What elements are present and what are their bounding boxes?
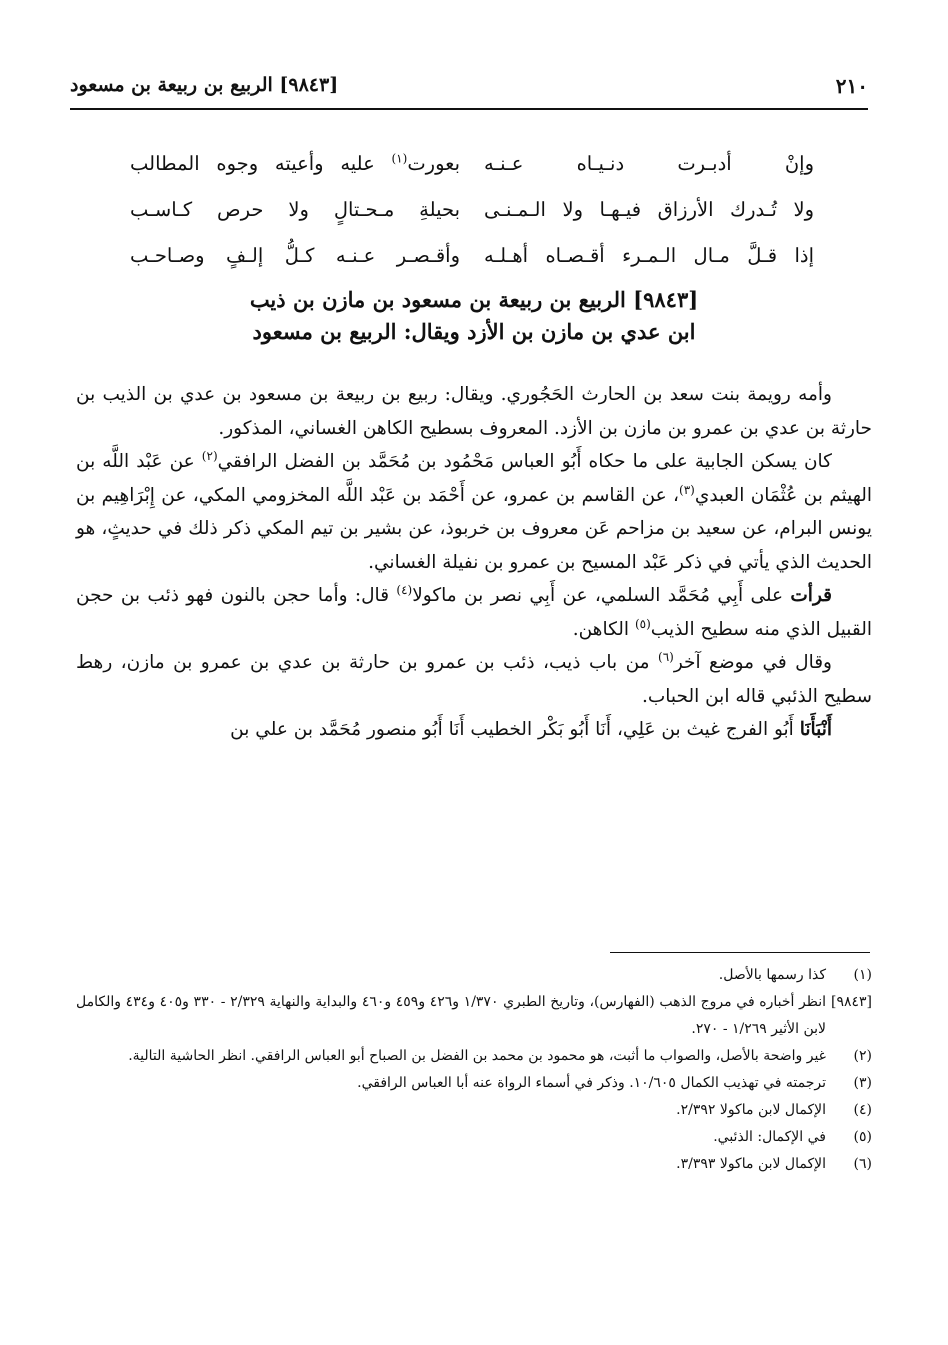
footnote-number: (٢) xyxy=(853,1048,872,1064)
footnote-text: في الإكمال: الذئبي. xyxy=(713,1129,826,1145)
footnote-number: [٩٨٤٣] xyxy=(830,994,872,1010)
footnotes xyxy=(76,962,872,1178)
verse-first-hemistich: إذا قـلَّ مـال الـمـرء أقـصـاه أهـلـه xyxy=(484,243,814,267)
paragraph: كان يسكن الجابية على ما حكاه أَبُو العباس مَحْمُود بن مُحَمَّد بن الفضل الرافقي$^{(٢)}$ عن عَبْد اللَّه بن الهيثم بن عُثْمَان العبدي$^{(٣)}$، عن القاسم بن عمرو، عن أَحْمَد بن عَبْد اللَّه المخزومي المكي، عن إِبْرَاهِيم بن يونس البرام، عن سعيد بن مزاحم عَن معروف بن خربوذ، عن بشير بن تيم المكي ذكر ذلك في حديثٍ، هو الحديث الذي يأتي في ذكر عَبْد المسيح بن عمرو بن نفيلة الغساني. xyxy=(76,448,872,573)
verse-first-hemistich: وإنْ أدبـرت دنـيـاه عـنـه xyxy=(484,151,814,175)
poem xyxy=(118,140,826,278)
paragraph: وقال في موضع آخر$^{(٦)}$ من باب ذيب، ذئب بن عمرو بن حارثة بن عدي بن عمرو بن مازن، رهط سطيح الذئبي قاله ابن الحباب. xyxy=(76,649,872,707)
paragraph: وأمه رويمة بنت سعد بن الحارث الحَجُوري. ويقال: ربيع بن ربيعة بن مسعود بن عدي بن الذيب بن حارثة بن عدي بن عمرو بن مازن بن الأزد. المعروف بسطيح الكاهن الغساني، المذكور. xyxy=(76,384,872,439)
footnote-number: (٤) xyxy=(853,1102,872,1118)
footnote-text: ترجمته في تهذيب الكمال ١٠/٦٠٥. وذكر في أسماء الرواة عنه أبا العباس الرافقي. xyxy=(357,1075,826,1091)
footnote-number: (٦) xyxy=(853,1156,872,1172)
page-number: ٢١٠ xyxy=(835,74,868,98)
verse-line xyxy=(118,232,826,278)
verse-line xyxy=(118,186,826,232)
header-rule xyxy=(70,108,868,110)
footnote-text: انظر أخباره في مروج الذهب (الفهارس)، وتاريخ الطبري ١/٣٧٠ و٤٢٦ و٤٥٩ و٤٦٠ والبداية والنهاية ٢/٣٢٩ - ٣٣٠ و٤٠٥ و٤٣٤ والكامل لابن الأثير ١/٢٦٩ - ٢٧٠. xyxy=(76,994,826,1037)
entry-title-line-2: ابن عدي بن مازن بن الأزد ويقال: الربيع بن مسعود xyxy=(252,319,696,344)
footnote-text: الإكمال لابن ماكولا ٣/٣٩٣. xyxy=(676,1156,826,1172)
body-text xyxy=(76,378,872,747)
verse-second-hemistich: بحيلةِ مـحـتالٍ ولا حرص كـاسـب xyxy=(130,197,460,221)
verse-first-hemistich: ولا تُـدرك الأرزاق فيـهـا ولا الـمـنـى xyxy=(484,197,814,221)
verse-line xyxy=(118,140,826,186)
paragraph: أَنْبَأَنَا أَبُو الفرج غيث بن عَلِي، أَنَا أَبُو بَكْر الخطيب أَنَا أَبُو منصور مُحَمَّد بن علي بن xyxy=(230,719,832,740)
footnote-separator xyxy=(610,952,870,953)
running-title: [٩٨٤٣] الربيع بن ربيعة بن مسعود xyxy=(70,74,339,96)
footnote xyxy=(76,1097,872,1124)
footnote-text: غير واضحة بالأصل، والصواب ما أثبت، هو محمود بن محمد بن الفضل بن الصباح أبو العباس الرافقي. انظر الحاشية التالية. xyxy=(128,1048,826,1064)
footnote xyxy=(76,962,872,989)
footnote-ref: (٥) xyxy=(634,616,651,631)
footnote-ref: (١) xyxy=(391,151,408,165)
footnote xyxy=(76,1151,872,1178)
footnote-ref: (٦) xyxy=(658,649,674,664)
footnote-number: (٣) xyxy=(853,1075,872,1091)
verse-second-hemistich: وأقـصـر عـنـه كـلُّ إلـفٍ وصـاحـب xyxy=(130,243,460,267)
verse-second-hemistich: بعورت$^{(١)}$ عليه وأعيته وجوه المطالب xyxy=(130,151,460,175)
footnote-number: (٥) xyxy=(853,1129,872,1145)
footnote-number: (١) xyxy=(853,967,872,983)
page-header xyxy=(70,66,868,110)
footnote xyxy=(76,1070,872,1097)
entry-title-line-1: [٩٨٤٣] الربيع بن ربيعة بن مسعود بن مازن بن ذيب xyxy=(249,287,699,312)
keyword: أَنْبَأَنَا xyxy=(799,719,832,740)
paragraph: قرأت على أَبِي مُحَمَّد السلمي، عن أَبِي نصر بن ماكولا$^{(٤)}$ قال: وأما حجن بالنون فهو ذئب بن حجن القبيل الذي منه سطيح الذيب$^{(٥)}$ الكاهن. xyxy=(76,582,872,640)
footnote-ref: (٤) xyxy=(396,582,413,597)
footnote-text: كذا رسمها بالأصل. xyxy=(718,967,826,983)
footnote xyxy=(76,989,872,1043)
footnote-text: الإكمال لابن ماكولا ٢/٣٩٢. xyxy=(676,1102,826,1118)
footnote-ref: (٢) xyxy=(201,448,218,463)
entry-title xyxy=(80,284,868,348)
keyword: قرأت xyxy=(790,585,832,606)
footnote xyxy=(76,1043,872,1070)
footnote xyxy=(76,1124,872,1151)
footnote-ref: (٣) xyxy=(679,482,695,497)
